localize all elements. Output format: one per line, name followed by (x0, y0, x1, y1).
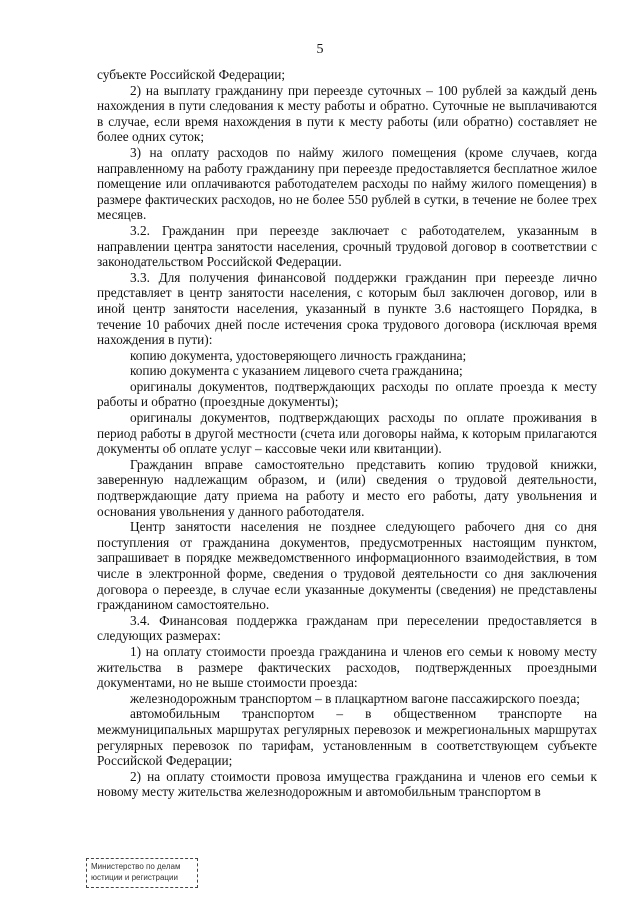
paragraph: 3.3. Для получения финансовой поддержки гражданин при переезде лично представляет в центр занятости населения, с которым был заключен договор, или в иной центр занятости населения, указанный в пункте 3.6 настоящего Порядка, в течение 10 рабочих дней после истечения срока трудового договора (исключая время нахождения в пути): (97, 269, 597, 348)
page-number: 5 (316, 42, 324, 57)
paragraph: оригиналы документов, подтверждающих расходы по оплате проживания в период работы в другой местности (счета или договоры найма, к которым прилагаются документы об оплате услуг – кассовые чеки или квитанции). (97, 410, 597, 457)
paragraph: субъекте Российской Федерации; (97, 67, 286, 82)
registration-stamp (86, 858, 198, 888)
paragraph: копию документа с указанием лицевого счета гражданина; (130, 363, 463, 379)
paragraph: 2) на выплату гражданину при переезде суточных – 100 рублей за каждый день нахождения в пути следования к месту работы и обратно. Суточные не выплачиваются в случае, если время нахождения в пути к месту работы (или обратно) составляет не более одних суток; (97, 82, 597, 145)
paragraph: 3.2. Гражданин при переезде заключает с работодателем, указанным в направлении центра занятости населения, срочный трудовой договор в соответствии с законодательством Российской Федерации. (97, 222, 597, 270)
stamp-line: Министерство по делам (91, 862, 181, 871)
paragraph: 1) на оплату стоимости проезда гражданина и членов его семьи к новому месту жительства в размере фактических расходов, подтвержденных проездными документами, но не выше стоимости проезда: (97, 643, 597, 691)
paragraph: железнодорожным транспортом – в плацкартном вагоне пассажирского поезда; (130, 690, 580, 706)
document-body (97, 67, 597, 800)
paragraph: оригиналы документов, подтверждающих расходы по оплате проезда к месту работы и обратно (проездные документы); (97, 378, 597, 410)
paragraph: Центр занятости населения не позднее следующего рабочего дня со дня поступления от гражданина документов, предусмотренных настоящим пунктом, запрашивает в порядке межведомственного информационного взаимодействия, в том числе в электронной форме, сведения о трудовой деятельности со дня заключения договора о переезде, в случае если указанные документы (сведения) не представлены гражданином самостоятельно. (97, 519, 597, 613)
paragraph: Гражданин вправе самостоятельно представить копию трудовой книжки, заверенную надлежащим образом, и (или) сведения о трудовой деятельности, подтверждающие дату приема на работу и место его работы, дату увольнения и основания увольнения у данного работодателя. (97, 456, 597, 519)
paragraph: 3) на оплату расходов по найму жилого помещения (кроме случаев, когда направленному на работу гражданину при переезде предоставляется бесплатное жилое помещение или оплачиваются работодателем расходы по найму жилого помещения) в размере фактических расходов, но не более 550 рублей в сутки, в течение не более трех месяцев. (97, 144, 597, 223)
paragraph: копию документа, удостоверяющего личность гражданина; (130, 347, 467, 363)
paragraph: автомобильным транспортом – в общественном транспорте на межмуниципальных маршрутах регулярных перевозок и межрегиональных маршрутах регулярных перевозок по тарифам, установленным в соответствующем субъекте Российской Федерации; (97, 706, 597, 769)
paragraph: 3.4. Финансовая поддержка гражданам при переселении предоставляется в следующих размерах: (97, 612, 597, 644)
paragraph: 2) на оплату стоимости провоза имущества гражданина и членов его семьи к новому месту жительства железнодорожным и автомобильным транспортом в (97, 768, 597, 800)
stamp-line: юстиции и регистрации (91, 873, 178, 882)
